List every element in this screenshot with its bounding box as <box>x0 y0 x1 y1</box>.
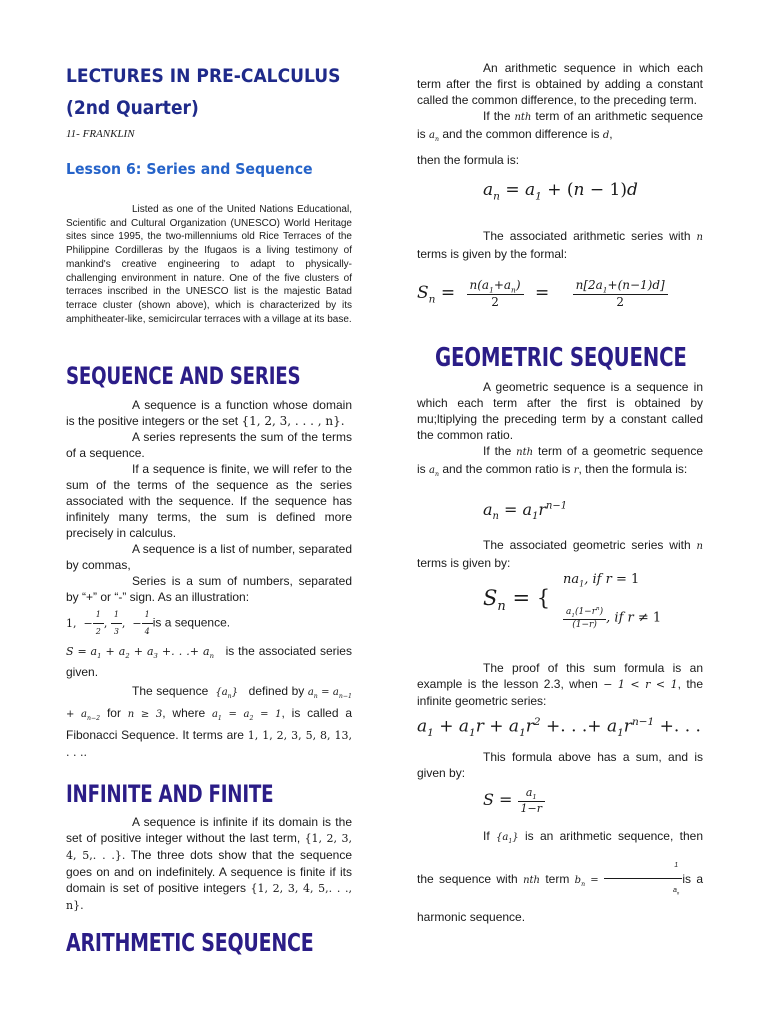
infinite-finite-body <box>66 814 352 914</box>
illustration-sequence: 1, − $\frac{1}{2}$ , $\frac{1}{3}$ , − $\frac{1}{4}$ is a sequence. <box>66 607 352 640</box>
finite-series-note: If a sequence is finite, we will refer to the sum of the terms of the sequence as the series associated with the sequence. If the sequence has infinitely many terms, the sum is defined more precisely in calculus. <box>66 462 352 540</box>
series-sum-note: Series is a sum of numbers, separated by “+” or “-” sign. As an illustration: <box>66 574 352 604</box>
geometric-sum-text: This formula above has a sum, and is given by: <box>417 750 703 780</box>
arithmetic-formula-intro: then the formula is: <box>417 153 520 167</box>
sequence-list-note: A sequence is a list of number, separated by commas, <box>66 542 352 572</box>
series-definition: A series represents the sum of the terms of a sequence. <box>66 430 352 460</box>
geometric-definition: A geometric sequence is a sequence in which each term after the first is obtained by mu;ltiplying the preceding term by a constant called the common ratio. <box>417 380 703 442</box>
geometric-proof <box>417 660 703 709</box>
page-title-line1: LECTURES IN PRE-CALCULUS <box>66 65 341 87</box>
arithmetic-series-formula: $S_n$ = $\frac{n(a_1+a_n)}{2}$ = $\frac{n[2a_1+(n-1)d]}{2}$ <box>417 278 668 309</box>
sequence-series-body <box>66 397 352 761</box>
arithmetic-series-text: The associated arithmetic series with n terms is given by the formal: <box>417 229 703 261</box>
heading-geometric-sequence: GEOMETRIC SEQUENCE <box>435 343 687 373</box>
heading-arithmetic-sequence: ARITHMETIC SEQUENCE <box>66 928 314 957</box>
sequence-definition: A sequence is a function whose domain is the positive integers or the set {1, 2, 3, . . . , n}. <box>66 398 352 428</box>
geometric-proof-text: The proof of this sum formula is an example is the lesson 2.3, when − 1 < r < 1, the infinite geometric series: <box>417 661 704 708</box>
page-title-line2: (2nd Quarter) <box>66 97 199 119</box>
geometric-series-case1: $na_1$, if r = 1 <box>563 572 640 589</box>
arithmetic-nth-term-formula: $a_n = a_1 + (n - 1)d$ <box>483 180 638 203</box>
illustration-series: $S = a_1 + a_2 + a_3$ +. . .+ $a_n$ is the associated series given. <box>66 644 352 680</box>
harmonic-sequence-text: If $\{a_1\}$ is an arithmetic sequence, then the sequence with nth term $b_n$ = $\frac{1}{a_n}$ is a harmonic sequence. <box>417 829 703 925</box>
arithmetic-body <box>417 60 703 168</box>
infinite-geometric-sum-formula: S = $\frac{a_1}{1-r}$ <box>483 786 545 815</box>
fibonacci-definition: The sequence $\{a_n\}$ defined by $a_n = a_{n-1} + a_{n-2}$ for n ≥ 3, where $a_1 = a_2 = 1$, is called a Fibonacci Sequence. It terms are 1, 1, 2, 3, 5, 8, 13, . . .. <box>66 684 353 760</box>
geometric-nth-term-intro: If the nth term of a geometric sequence is $a_n$ and the common ratio is r, then the formula is: <box>417 444 704 478</box>
heading-sequence-and-series: SEQUENCE AND SERIES <box>66 362 301 390</box>
infinite-geometric-series-formula: $a_1 + a_1r + a_1r^2$ +. . .+ $a_1r^{n-1}$ +. . . <box>417 716 701 740</box>
geometric-series-case2: $\frac{a_1(1-r^n)}{(1-r)}$ , if r ≠ 1 <box>563 606 661 630</box>
geometric-sum-intro <box>417 749 703 781</box>
intro-paragraph: Listed as one of the United Nations Educational, Scientific and Cultural Organization (UNESCO) World Heritage sites since 1995, the two-millenniums old Rice Terraces of the Philippine Cordilleras by the Ifugaos is a living testimony of mankind's creative engineering to adapt to physically-challenging environment in nature. One of the five clusters of terraces inscribed in the UNESCO list is the majestic Batad terrace cluster (shown above), which is characterized by its amphitheater-like, semicircular terraces with a village at its base. <box>66 204 352 325</box>
lesson-title: Lesson 6: Series and Sequence <box>66 160 313 178</box>
arithmetic-definition: An arithmetic sequence in which each term after the first is obtained by adding a constant called the common difference, to the preceding term. <box>417 61 703 107</box>
heading-infinite-and-finite: INFINITE AND FINITE <box>66 780 274 808</box>
geometric-nth-term-formula: $a_n = a_1r^{n-1}$ <box>483 500 568 523</box>
infinite-finite-paragraph: A sequence is infinite if its domain is the set of positive integer without the last term, {1, 2, 3, 4, 5,. . .}. The three dots show that the sequence goes on and on indefinitely. A sequence is finite if its domain is set of positive integers {1, 2, 3, 4, 5,. . ., n}. <box>66 815 353 912</box>
arithmetic-nth-term-intro: If the nth term of an arithmetic sequence is $a_n$ and the common difference is d, <box>417 109 703 143</box>
geometric-series-intro <box>417 537 703 571</box>
geometric-series-text: The associated geometric series with n terms is given by: <box>417 538 703 570</box>
geometric-body <box>417 379 703 483</box>
geometric-series-formula: $S_n$ = { <box>483 586 551 615</box>
arithmetic-series-intro <box>417 228 703 262</box>
harmonic-sequence-body <box>417 824 703 929</box>
section-label: 11- FRANKLIN <box>66 128 135 140</box>
